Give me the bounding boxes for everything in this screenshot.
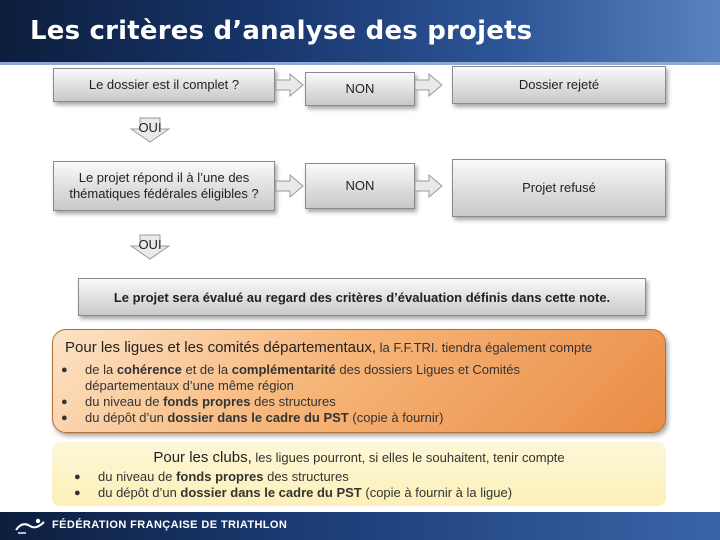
list-item: ● du niveau de fonds propres des structures: [61, 394, 336, 409]
ligues-panel: [52, 329, 666, 433]
no-label-2: NON: [345, 178, 375, 193]
no-label-1: NON: [345, 81, 375, 96]
no-box-1: [305, 72, 415, 106]
list-item: ● du niveau de fonds propres des structures: [74, 469, 349, 484]
evaluation-banner-text: Le projet sera évalué au regard des critères d’évaluation définis dans cette note.: [113, 289, 611, 305]
title-bar: [0, 0, 720, 62]
ligues-criteria-list: [53, 362, 613, 426]
page-title: Les critères d’analyse des projets: [30, 16, 533, 46]
result-refused-text: Projet refusé: [522, 180, 596, 195]
arrow-right-icon: [275, 174, 305, 198]
result-box-refused: [452, 159, 666, 217]
evaluation-banner: [78, 278, 646, 316]
arrow-right-icon: [275, 73, 305, 97]
arrow-right-icon: [414, 174, 444, 198]
ligues-heading-rest: la F.F.TRI. tiendra également compte: [376, 340, 593, 355]
clubs-heading-lead: Pour les clubs,: [153, 449, 252, 466]
yes-label-1: OUI: [138, 120, 162, 135]
result-box-rejected: [452, 66, 666, 104]
clubs-heading-rest: les ligues pourront, si elles le souhaitent, tenir compte: [251, 450, 565, 465]
ligues-heading-lead: Pour les ligues et les comités départementaux,: [65, 339, 376, 356]
bullet-icon: ●: [61, 396, 68, 408]
arrow-right-icon: [414, 73, 444, 97]
clubs-panel: [52, 442, 666, 506]
list-item: ● du dépôt d’un dossier dans le cadre du PST (copie à fournir): [61, 410, 444, 425]
question-box-complete: [53, 68, 275, 102]
question-complete-text: Le dossier est il complet ?: [88, 77, 240, 92]
question-box-thematics: [53, 161, 275, 211]
yes-label-2: OUI: [138, 237, 162, 252]
footer-organization: FÉDÉRATION FRANÇAISE DE TRIATHLON: [52, 519, 288, 531]
title-underline: [0, 62, 720, 65]
list-item: ● de la cohérence et de la complémentarité des dossiers Ligues et Comités départementaux d’une même région: [61, 362, 521, 393]
bullet-icon: ●: [61, 412, 68, 424]
no-box-2: [305, 163, 415, 209]
yes-box-1: [130, 117, 170, 141]
footer-bar: [0, 512, 720, 540]
yes-box-2: [130, 234, 170, 258]
list-item: ● du dépôt d’un dossier dans le cadre du PST (copie à fournir à la ligue): [74, 485, 513, 500]
triathlon-logo-icon: [14, 517, 48, 535]
ligues-heading: [65, 339, 592, 356]
bullet-icon: ●: [74, 471, 81, 483]
question-thematics-text: Le projet répond il à l’une des thématiques fédérales éligibles ?: [69, 170, 259, 201]
bullet-icon: ●: [74, 487, 81, 499]
clubs-criteria-list: [52, 469, 652, 501]
result-rejected-text: Dossier rejeté: [518, 77, 600, 92]
clubs-heading: [52, 449, 666, 466]
bullet-icon: ●: [61, 364, 68, 376]
